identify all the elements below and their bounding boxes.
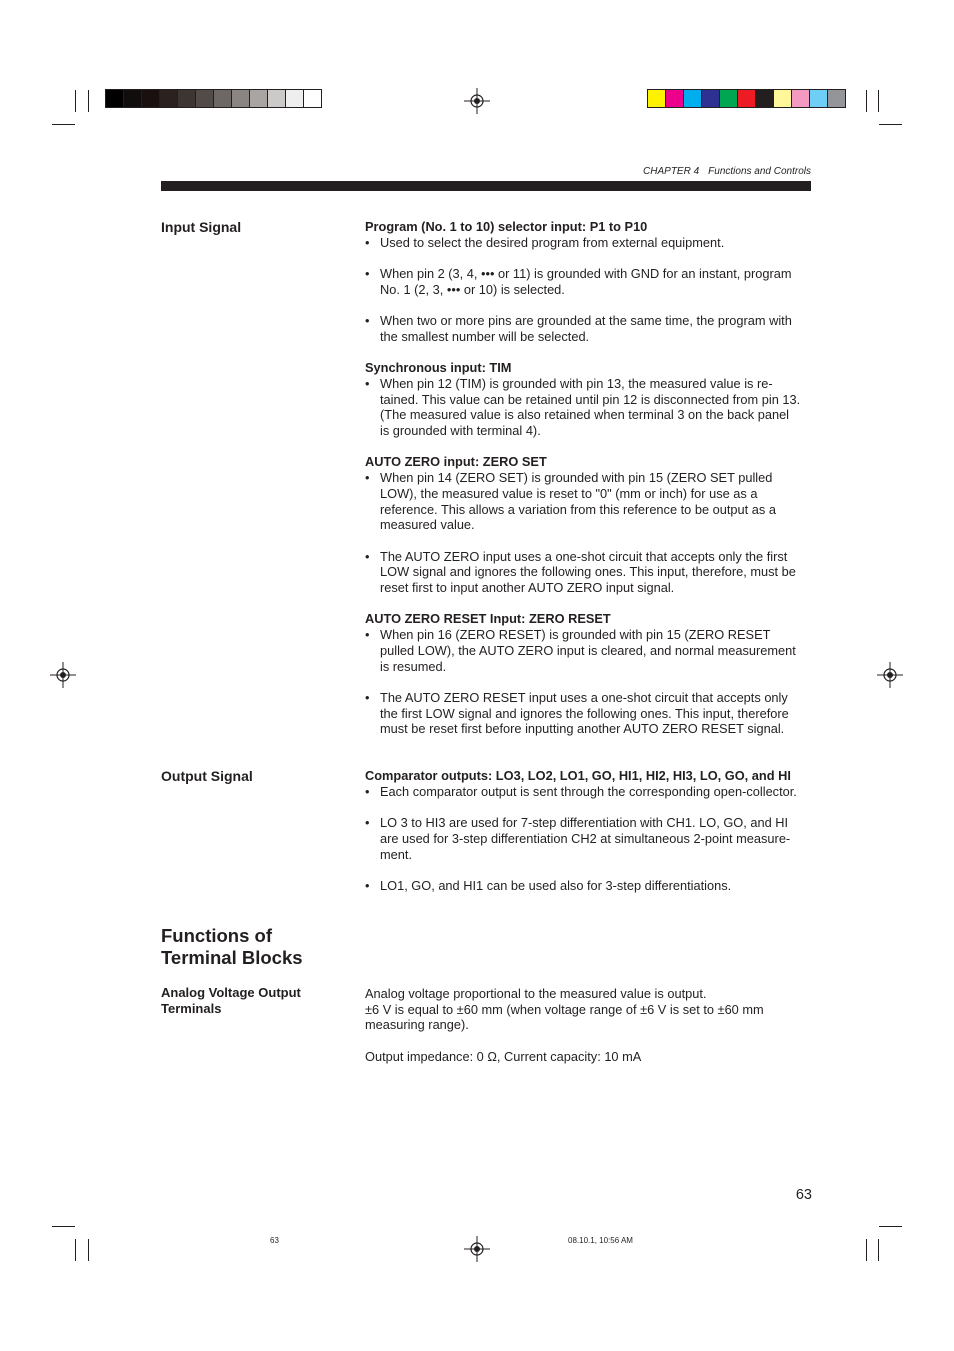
list-item: • When pin 14 (ZERO SET) is grounded with pin 15 (ZERO SET pulled LOW), the measured value is reset to "0" (mm or inch) for use as a reference. This allows a variation from this reference to be output as a measured value. [365, 470, 815, 533]
list-item: • LO 3 to HI3 are used for 7-step differentiation with CH1. LO, GO, and HI are used for 3-step differentiation CH2 at simultaneous 2-point measure- ment. [365, 815, 825, 862]
output-signal-heading: Output Signal [161, 768, 253, 784]
text-line: measured value. [380, 517, 475, 533]
color-swatch [810, 90, 828, 107]
text-line: is resumed. [380, 658, 447, 674]
section-title-line: Terminal Blocks [161, 947, 303, 968]
color-swatch [214, 90, 232, 107]
color-swatch [792, 90, 810, 107]
registration-mark-icon [464, 88, 490, 114]
text-line: is grounded with terminal 4). [380, 423, 541, 439]
output-signal-content [365, 768, 825, 894]
color-swatch [196, 90, 214, 107]
color-swatch [666, 90, 684, 107]
text-line: When pin 2 (3, 4, ••• or 11) is grounded with GND for an instant, program [380, 266, 792, 282]
list-item: • When pin 16 (ZERO RESET) is grounded with pin 15 (ZERO RESET pulled LOW), the AUTO ZERO input is cleared, and normal measurement is resumed. [365, 627, 815, 674]
text-line: LO 3 to HI3 are used for 7-step differentiation with CH1. LO, GO, and HI [380, 815, 789, 831]
text-line: When pin 14 (ZERO SET) is grounded with pin 15 (ZERO SET pulled [380, 470, 773, 486]
synchronous-input-title: Synchronous input: TIM [365, 360, 512, 376]
text-line: ±6 V is equal to ±60 mm (when voltage range of ±6 V is set to ±60 mm [365, 1001, 764, 1017]
text-line: Each comparator output is sent through the corresponding open-collector. [380, 783, 797, 799]
color-swatch [124, 90, 142, 107]
color-swatch [250, 90, 268, 107]
text-line: ment. [380, 846, 413, 862]
color-swatch [828, 90, 845, 107]
color-swatch [268, 90, 286, 107]
footer-page-ref: 63 [270, 1236, 279, 1245]
color-swatch [738, 90, 756, 107]
registration-mark-icon [877, 662, 903, 688]
text-line: LO1, GO, and HI1 can be used also for 3-step differentiations. [380, 877, 732, 893]
text-line: LOW), the measured value is reset to "0" (mm or inch) for use as a [380, 485, 758, 501]
page-number: 63 [795, 1187, 812, 1203]
input-signal-content [365, 219, 815, 737]
auto-zero-reset-title: AUTO ZERO RESET Input: ZERO RESET [365, 611, 611, 627]
text-line: measuring range). [365, 1017, 469, 1033]
color-swatch [684, 90, 702, 107]
program-selector-title: Program (No. 1 to 10) selector input: P1 to P10 [365, 219, 648, 234]
analog-output-heading-line: Terminals [161, 1001, 222, 1016]
registration-mark-icon [464, 1236, 490, 1262]
color-swatch [142, 90, 160, 107]
text-line: must be reset first before inputting another AUTO ZERO RESET signal. [380, 721, 785, 737]
color-swatch [178, 90, 196, 107]
registration-mark-icon [50, 662, 76, 688]
color-swatch [160, 90, 178, 107]
section-title [161, 925, 303, 969]
gray-color-bar [105, 89, 322, 108]
chapter-header [560, 166, 811, 177]
text-line: reference. This allows a variation from this reference to be output as a [380, 501, 776, 517]
input-signal-heading: Input Signal [161, 219, 242, 235]
list-item: • Each comparator output is sent through the corresponding open-collector. [365, 784, 825, 800]
text-line: The AUTO ZERO RESET input uses a one-shot circuit that accepts only [380, 689, 788, 705]
auto-zero-input-title: AUTO ZERO input: ZERO SET [365, 454, 547, 470]
text-line: No. 1 (2, 3, ••• or 10) is selected. [380, 281, 565, 297]
color-swatch [232, 90, 250, 107]
text-line: When two or more pins are grounded at the same time, the program with [380, 313, 792, 329]
text-line: are used for 3-step differentiation CH2 at simultaneous 2-point measure- [380, 830, 791, 846]
text-line: When pin 12 (TIM) is grounded with pin 13, the measured value is re- [380, 375, 773, 391]
text-line: the first LOW signal and ignores the following ones. This input, therefore [380, 705, 789, 721]
text-line: reset first to input another AUTO ZERO input signal. [380, 580, 675, 596]
header-rule [161, 181, 811, 191]
list-item: • When pin 2 (3, 4, ••• or 11) is grounded with GND for an instant, program No. 1 (2, 3, ••• or 10) is selected. [365, 266, 815, 297]
output-impedance-text: Output impedance: 0 Ω, Current capacity: 10 mA [365, 1048, 642, 1064]
color-swatch [774, 90, 792, 107]
comparator-outputs-title: Comparator outputs: LO3, LO2, LO1, GO, HI1, HI2, HI3, LO, GO, and HI [365, 768, 791, 783]
list-item: • The AUTO ZERO input uses a one-shot circuit that accepts only the first LOW signal and ignores the following ones. This input, therefore, must be reset first to input another AUTO ZERO input signal. [365, 549, 815, 596]
color-swatch [702, 90, 720, 107]
list-item: • When two or more pins are grounded at the same time, the program with the smallest number will be selected. [365, 313, 815, 344]
color-swatch [720, 90, 738, 107]
color-swatch [286, 90, 304, 107]
color-swatch [304, 90, 321, 107]
analog-output-description [365, 986, 815, 1033]
color-swatch [106, 90, 124, 107]
text-line: LOW signal and ignores the following ones. This input, therefore, must be [380, 564, 796, 580]
analog-output-heading [161, 985, 301, 1017]
color-swatch [648, 90, 666, 107]
color-bar [647, 89, 846, 108]
list-item: • The AUTO ZERO RESET input uses a one-shot circuit that accepts only the first LOW signal and ignores the following ones. This input, therefore must be reset first before inputting another AUTO ZERO RESET signal. [365, 690, 815, 737]
text-line: The AUTO ZERO input uses a one-shot circuit that accepts only the first [380, 548, 788, 564]
text-line: tained. This value can be retained until pin 12 is disconnected from pin 13. [380, 391, 801, 407]
list-item: • When pin 12 (TIM) is grounded with pin 13, the measured value is re- tained. This value can be retained until pin 12 is disconnected from pin 13. (The measured value is also retained when terminal 3 on the back panel is grounded with terminal 4). [365, 376, 815, 439]
text-line: pulled LOW), the AUTO ZERO input is cleared, and normal measurement [380, 642, 796, 658]
text-line: (The measured value is also retained when terminal 3 on the back panel [380, 407, 790, 423]
analog-output-content [365, 986, 815, 1065]
chapter-label: CHAPTER 4 [643, 166, 700, 177]
color-swatch [756, 90, 774, 107]
text-line: When pin 16 (ZERO RESET) is grounded with pin 15 (ZERO RESET [380, 627, 771, 643]
chapter-title: Functions and Controls [708, 166, 811, 177]
text-line: the smallest number will be selected. [380, 328, 590, 344]
list-item: • LO1, GO, and HI1 can be used also for 3-step differentiations. [365, 878, 825, 894]
text-line: Analog voltage proportional to the measured value is output. [365, 986, 707, 1001]
list-item: • Used to select the desired program from external equipment. [365, 235, 815, 251]
text-line: Used to select the desired program from external equipment. [380, 234, 725, 250]
analog-output-heading-line: Analog Voltage Output [161, 985, 301, 1000]
footer-timestamp: 08.10.1, 10:56 AM [568, 1236, 633, 1245]
section-title-line: Functions of [161, 925, 272, 946]
